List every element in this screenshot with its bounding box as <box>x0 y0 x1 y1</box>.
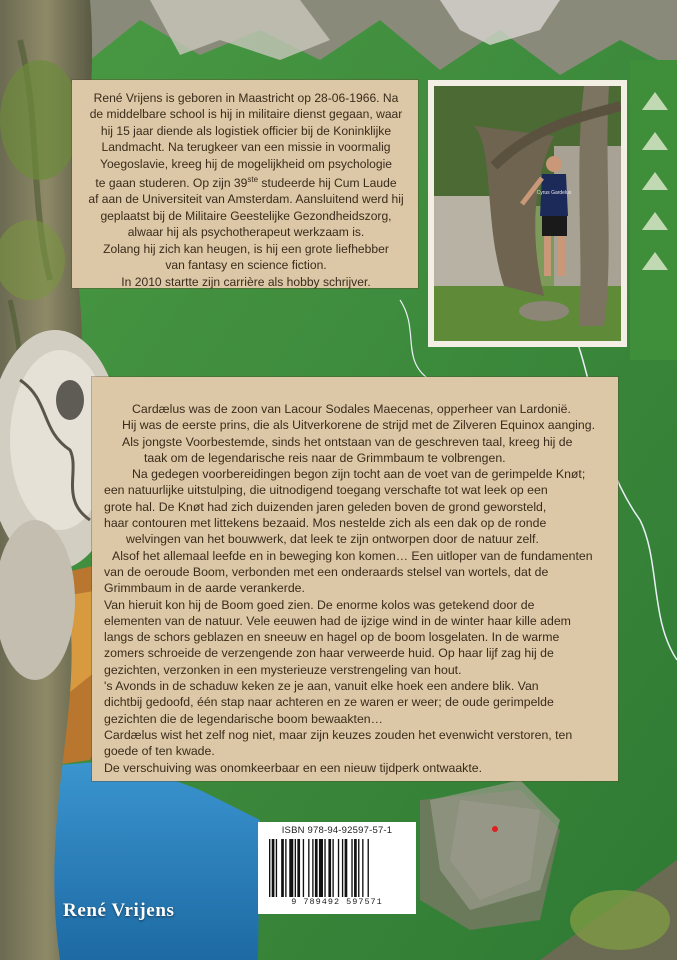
barcode-bar <box>295 839 296 897</box>
isbn-barcode-box <box>258 822 416 914</box>
barcode-bar <box>328 839 331 897</box>
barcode-bar <box>342 839 343 897</box>
synopsis-line: Hij was de eerste prins, die als Uitverkorene de strijd met de Zilveren Equinox aanging. <box>122 418 595 433</box>
barcode-bar <box>303 839 304 897</box>
bio-line <box>80 172 412 191</box>
synopsis-line: een natuurlijke uitstulping, die uitnodigend toegang verschafte tot wat leek op een <box>104 483 548 498</box>
barcode-bar <box>297 839 300 897</box>
barcode-bar <box>308 839 309 897</box>
synopsis-line: elementen van de natuur. Vele eeuwen had de ijzige wind in de winter haar kille adem <box>104 613 571 628</box>
synopsis-line: taak om de legendarische reis naar de Grimmbaum te volbrengen. <box>144 450 506 465</box>
barcode-bar <box>368 839 369 897</box>
synopsis-line: Grimmbaum in de aarde verankerde. <box>104 581 305 596</box>
bio-superscript: ste <box>247 175 259 185</box>
synopsis-line: dichtbij gedoofd, één stap naar achteren en ze waren er weer; de oude gerimpelde <box>104 695 554 710</box>
bio-line-part: studeerde hij Cum Laude <box>261 176 397 191</box>
decorative-triangle-icons <box>640 92 670 272</box>
barcode-bar <box>358 839 359 897</box>
synopsis-line: Cardælus wist het zelf nog niet, maar zijn keuzes zouden het evenwicht verstoren, ten <box>104 727 573 742</box>
author-bio-panel <box>72 80 418 288</box>
synopsis-line: gezichten, verzonken in een mysterieuze verstrengeling van hout. <box>104 662 462 677</box>
synopsis-line: van de oeroude Boom, verbonden met een onderaards stelsel van wortels, dat de <box>104 564 549 579</box>
bio-line: René Vrijens is geboren in Maastricht op 28-06-1966. Na <box>93 91 399 105</box>
synopsis-line: 's Avonds in de schaduw keken ze je aan, vanuit elke hoek een andere blik. Van <box>104 679 539 694</box>
synopsis-line: zomers schroeide de verzengende zon haar verweerde huid. Op haar lijf zag hij de <box>104 646 554 661</box>
barcode-bar <box>315 839 318 897</box>
author-signature: René Vrijens <box>63 900 175 921</box>
bio-line: In 2010 startte zijn carrière als hobby schrijver. <box>121 274 371 289</box>
synopsis-line: Als jongste Voorbestemde, sinds het ontstaan van de geschreven taal, kreeg hij de <box>122 434 573 449</box>
bio-line: Landmacht. Na terugkeer van een missie in voormalig <box>101 140 391 155</box>
barcode-bar <box>332 839 333 897</box>
synopsis-line: De verschuiving was onomkeerbaar en een nieuw tijdperk ontwaakte. <box>104 760 482 775</box>
barcode-bar <box>285 839 286 897</box>
barcode-bar <box>324 839 325 897</box>
author-bio-text <box>80 90 412 290</box>
barcode-bar <box>345 839 348 897</box>
barcode-bar <box>338 839 339 897</box>
bio-line-part: te gaan studeren. Op zijn 39 <box>95 176 248 191</box>
bio-line: de middelbare school is hij in militaire dienst gegaan, waar <box>89 107 403 122</box>
shirt-text: Cyrus Gardelus <box>536 190 572 196</box>
bio-line: van fantasy en science fiction. <box>165 258 327 273</box>
barcode-icon <box>267 839 407 897</box>
synopsis-line: Alsof het allemaal leefde en in beweging kon komen… Een uitloper van de fundamenten <box>112 548 593 563</box>
bio-line: hij 15 jaar diende als logistiek officier bij de Koninklijke <box>100 123 392 138</box>
isbn-label: ISBN 978-94-92597-57-1 <box>281 825 393 836</box>
bio-line: af aan de Universiteit van Amsterdam. Aansluitend werd hij <box>88 192 404 207</box>
author-photo-frame <box>428 80 627 347</box>
barcode-bar <box>319 839 323 897</box>
synopsis-line: welvingen van het bouwwerk, dat leek te zijn ontworpen door de natuur zelf. <box>126 532 539 547</box>
barcode-bar <box>362 839 363 897</box>
barcode-bar <box>269 839 270 897</box>
barcode-bar <box>276 839 277 897</box>
synopsis-panel <box>92 377 618 781</box>
synopsis-line: grote hal. De Knøt had zich duizenden jaren geleden boven de grond geworsteld, <box>104 499 547 514</box>
synopsis-line: Na gedegen voorbereidingen begon zijn tocht aan de voet van de gerimpelde Knøt; <box>132 467 586 482</box>
synopsis-text <box>104 401 608 776</box>
synopsis-line: langs de schors geblazen en sneeuw en hagel op de boom losgelaten. In de warme <box>104 630 560 645</box>
barcode-bar <box>281 839 284 897</box>
synopsis-line: goede of ten kwade. <box>104 744 215 759</box>
author-photo <box>434 86 621 341</box>
synopsis-line: haar contouren met littekens bezaaid. Mos nestelde zich als een dak op de ronde <box>104 516 547 531</box>
barcode-bar <box>312 839 313 897</box>
synopsis-line: gezichten die de legendarische boom bewaakten… <box>104 711 383 726</box>
bio-line: Zolang hij zich kan heugen, is hij een grote liefhebber <box>103 241 389 256</box>
map-marker-icon <box>492 826 498 832</box>
bio-line: Yoegoslavie, kreeg hij de mogelijkheid om psychologie <box>100 156 392 171</box>
barcode-bar <box>351 839 352 897</box>
person-head-icon <box>546 156 562 172</box>
barcode-digits: 9 789492 597571 <box>291 897 383 907</box>
synopsis-line: Van hieruit kon hij de Boom goed zien. De enorme kolos was getekend door de <box>104 597 535 612</box>
synopsis-line: Cardælus was de zoon van Lacour Sodales Maecenas, opperheer van Lardonië. <box>132 402 571 416</box>
barcode-bar <box>354 839 357 897</box>
bio-line: geplaatst bij de Militaire Geestelijke Gezondheidszorg, <box>100 208 392 223</box>
bio-line: alwaar hij als psychotherapeut werkzaam is. <box>127 225 365 240</box>
barcode-bar <box>289 839 293 897</box>
barcode-bar <box>272 839 275 897</box>
